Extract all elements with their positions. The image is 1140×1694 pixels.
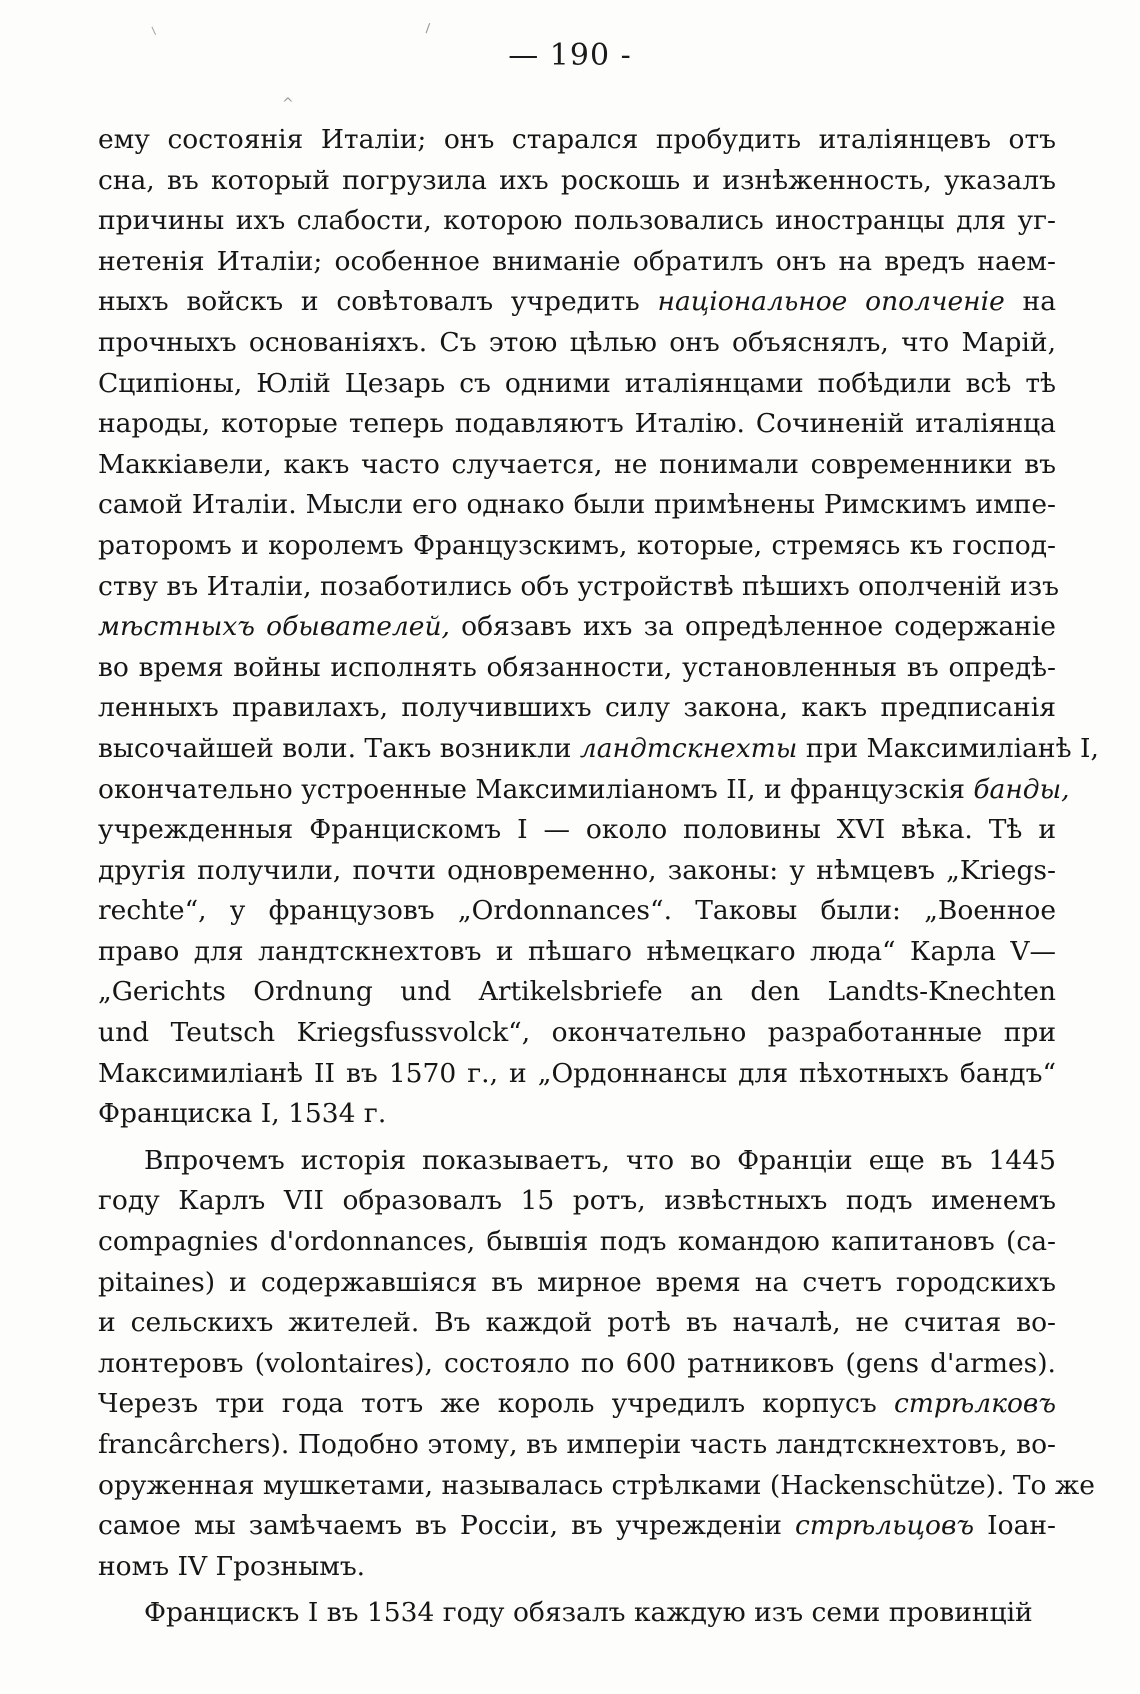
text-run: и сельскихъ жителей. Въ каждой ротѣ въ началѣ, не считая во-	[98, 1307, 1056, 1339]
text-run: высочайшей воли. Такъ возникли	[98, 732, 580, 764]
text-run: ему состоянія Италіи; онъ старался пробудить италіянцевъ отъ	[98, 124, 1056, 155]
text-line	[98, 1263, 1056, 1304]
text-run: лонтеровъ (volontaires), состояло по 600 ратниковъ (gens d'armes).	[98, 1347, 1056, 1379]
text-line	[98, 242, 1056, 283]
text-run: обязавъ ихъ за опредѣленное содержаніе	[449, 611, 1056, 643]
text-run: Іоан-	[974, 1510, 1057, 1542]
text-line	[98, 851, 1056, 892]
text-run: Максимиліанѣ II въ 1570 г., и „Ордоннансы для пѣхотныхъ бандъ“	[98, 1057, 1056, 1089]
paragraph	[98, 1593, 1056, 1634]
text-line	[98, 688, 1056, 729]
text-line	[98, 1013, 1056, 1054]
text-run: номъ IV Грознымъ.	[98, 1550, 366, 1582]
text-run: Сципіоны, Юлій Цезарь съ одними италіянцами побѣдили всѣ тѣ	[98, 367, 1056, 399]
text-line	[98, 1547, 1056, 1588]
text-run: Францискъ I въ 1534 году обязалъ каждую изъ семи провинцій	[144, 1597, 1033, 1629]
text-line	[98, 1506, 1056, 1547]
text-line	[98, 1466, 1095, 1507]
text-run: право для ландтскнехтовъ и пѣшаго нѣмецкаго люда“ Карла V—	[98, 935, 1056, 967]
text-run: самой Италіи. Мысли его однако были примѣнены Римскимъ импе-	[98, 489, 1056, 521]
text-run: причины ихъ слабости, которою пользовались иностранцы для уг-	[98, 205, 1056, 237]
italic-text-run: мѣстныхъ обывателей,	[98, 611, 450, 643]
italic-text-run: стрѣльцовъ	[794, 1510, 975, 1542]
text-line	[98, 404, 1056, 445]
text-line	[98, 891, 1056, 932]
text-line	[98, 567, 1059, 608]
text-run: окончательно устроенные Максимиліаномъ II, и французскія	[98, 773, 974, 805]
text-line	[98, 1344, 1056, 1385]
text-line	[98, 770, 1070, 811]
text-line	[98, 364, 1056, 405]
text-run: rechte“, у французовъ „Ordonnances“. Таковы были: „Военное	[98, 895, 1056, 927]
text-line	[98, 445, 1056, 486]
text-run: году Карлъ VII образовалъ 15 ротъ, извѣстныхъ подъ именемъ	[98, 1185, 1056, 1217]
text-line	[98, 932, 1056, 973]
text-line	[98, 810, 1056, 851]
text-line	[98, 526, 1056, 567]
text-run: Черезъ три года тотъ же король учредилъ корпусъ	[98, 1388, 894, 1420]
text-line	[98, 1222, 1056, 1263]
text-line	[98, 1094, 1056, 1135]
text-line	[98, 607, 1056, 648]
text-run: во время войны исполнять обязанности, установленныя въ опредѣ-	[98, 651, 1056, 683]
text-line	[98, 1593, 1056, 1634]
paragraph	[98, 1141, 1095, 1588]
text-run: und Teutsch Kriegsfussvolck“, окончательно разработанные при	[98, 1017, 1056, 1049]
text-line	[98, 729, 1099, 770]
text-line	[98, 1054, 1056, 1095]
italic-text-run: банды,	[973, 773, 1070, 805]
body-text	[98, 120, 1099, 1634]
scan-speck: ^	[282, 96, 294, 112]
text-line	[98, 1384, 1056, 1425]
scan-speck: ⸝	[415, 10, 437, 39]
text-line	[98, 120, 1056, 161]
text-run: сна, въ который погрузила ихъ роскошь и изнѣженность, указалъ	[98, 164, 1056, 196]
text-run: Маккіавели, какъ часто случается, не понимали современники въ	[98, 448, 1056, 480]
text-run: pitaines) и содержавшіяся въ мирное время на счетъ городскихъ	[98, 1266, 1056, 1298]
text-run: оруженная мушкетами, называлась стрѣлками (Hackenschütze). То же	[98, 1469, 1095, 1501]
text-run: народы, которые теперь подавляютъ Италію. Сочиненій италіянца	[98, 408, 1056, 440]
text-line	[98, 161, 1056, 202]
text-line	[98, 648, 1056, 689]
text-run: ленныхъ правилахъ, получившихъ силу закона, какъ предписанія	[98, 692, 1056, 724]
text-run: francârchers). Подобно этому, въ имперіи часть ландтскнехтовъ, во-	[98, 1429, 1056, 1460]
text-line	[98, 323, 1056, 364]
text-run: ству въ Италіи, позаботились объ устройствѣ пѣшихъ ополченій изъ	[98, 570, 1059, 602]
text-line	[98, 1425, 1056, 1466]
text-run: учрежденныя Францискомъ I — около половины XVI вѣка. Тѣ и	[98, 814, 1056, 846]
text-run: другія получили, почти одновременно, законы: у нѣмцевъ „Kriegs-	[98, 854, 1056, 886]
text-line	[98, 282, 1056, 323]
text-line	[98, 972, 1056, 1013]
text-run: на	[1004, 286, 1057, 318]
text-run: при Максимиліанѣ I,	[797, 732, 1099, 764]
italic-text-run: національное ополченіе	[657, 286, 1005, 318]
text-run: Впрочемъ исторія показываетъ, что во Франціи еще въ 1445	[144, 1144, 1056, 1176]
text-run: нетенія Италіи; особенное вниманіе обратилъ онъ на вредъ наем-	[98, 245, 1056, 277]
text-line	[98, 485, 1056, 526]
paragraph	[98, 120, 1099, 1135]
italic-text-run: ландтскнехты	[579, 732, 798, 764]
text-line	[98, 1303, 1056, 1344]
text-line	[98, 201, 1056, 242]
text-run: раторомъ и королемъ Французскимъ, которые, стремясь къ господ-	[98, 529, 1056, 561]
text-run: прочныхъ основаніяхъ. Съ этою цѣлью онъ объяснялъ, что Марій,	[98, 326, 1056, 358]
italic-text-run: стрѣлковъ	[893, 1388, 1056, 1420]
text-run: самое мы замѣчаемъ въ Россіи, въ учрежденіи	[98, 1510, 795, 1542]
text-run: ныхъ войскъ и совѣтовалъ учредить	[98, 286, 658, 318]
scan-speck: ⸌	[144, 23, 161, 46]
text-line	[98, 1181, 1056, 1222]
text-run: „Gerichts Ordnung und Artikelsbriefe an den Landts-Knechten	[98, 976, 1056, 1008]
text-run: compagnies d'ordonnances, бывшія подъ командою капитановъ (ca-	[98, 1226, 1056, 1258]
text-run: Франциска I, 1534 г.	[98, 1098, 387, 1130]
text-line	[98, 1141, 1056, 1182]
page-number: — 190 -	[508, 38, 632, 73]
